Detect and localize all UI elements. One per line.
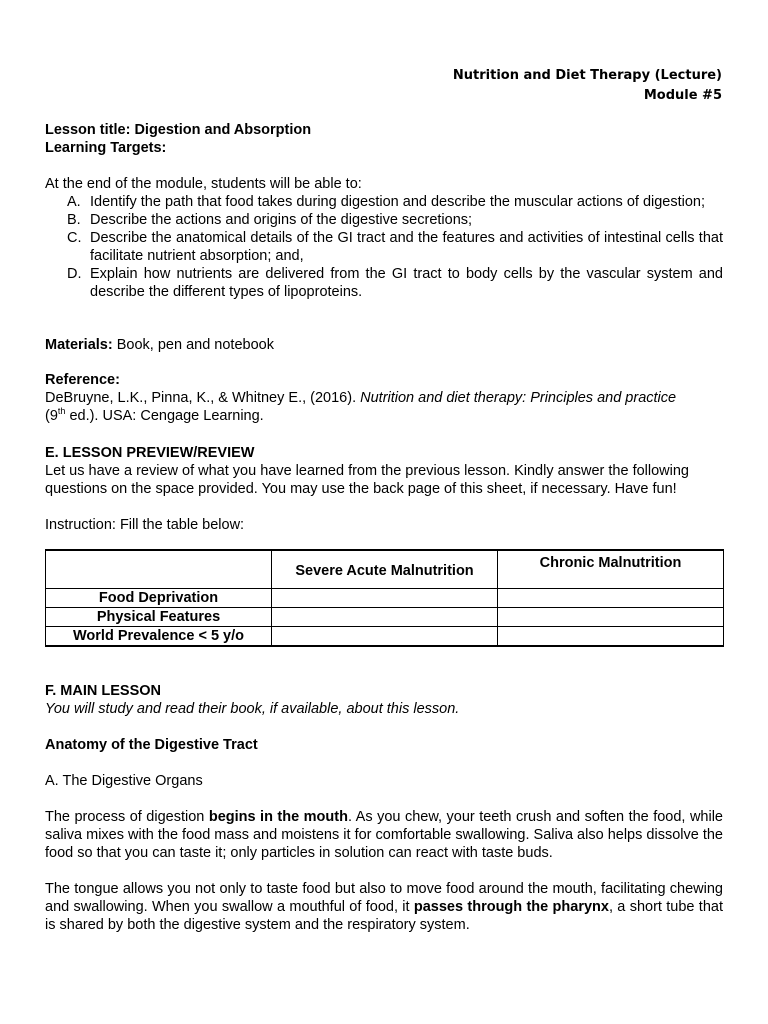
- column-header-severe: Severe Acute Malnutrition: [272, 550, 498, 588]
- table-header-row: [46, 550, 724, 588]
- row-label-world-prevalence: World Prevalence < 5 y/o: [46, 626, 272, 646]
- subsection-heading: A. The Digestive Organs: [45, 773, 203, 789]
- paragraph-text: The tongue allows you not only to taste food but also to move food around the mouth, facilitating chewing and swallowing. When you swallow a mouthful of food, it: [45, 881, 723, 915]
- table-cell[interactable]: [498, 626, 724, 646]
- reference-edition-sup: th: [57, 406, 66, 417]
- paragraph-emphasis: passes through the pharynx: [413, 899, 609, 915]
- table-row: [46, 607, 724, 626]
- reference-authors: DeBruyne, L.K., Pinna, K., & Whitney E., (2016).: [45, 390, 361, 406]
- row-label-physical-features: Physical Features: [46, 607, 272, 626]
- table-cell[interactable]: [498, 588, 724, 607]
- list-item: [45, 193, 723, 211]
- lesson-title-text: Digestion and Absorption: [134, 122, 312, 138]
- reference-book-title: Nutrition and diet therapy: Principles and practice: [360, 390, 677, 406]
- reference-citation: [45, 389, 723, 425]
- table-cell[interactable]: [498, 607, 724, 626]
- materials-text: Book, pen and notebook: [116, 337, 274, 353]
- list-item-text: Explain how nutrients are delivered from the GI tract to body cells by the vascular system and describe the different types of lipoproteins.: [90, 266, 723, 300]
- table-cell[interactable]: [272, 626, 498, 646]
- table-cell[interactable]: [272, 607, 498, 626]
- row-label-food-deprivation: Food Deprivation: [46, 588, 272, 607]
- materials-line: [45, 336, 274, 354]
- list-marker: C.: [67, 230, 82, 246]
- lesson-title: [45, 121, 311, 139]
- list-item-text: Identify the path that food takes during digestion and describe the muscular actions of digestion;: [90, 194, 706, 210]
- preview-text: Let us have a review of what you have learned from the previous lesson. Kindly answer the following questions on the space provided. You may use the back page of this sheet, if necessary. Have fun!: [45, 463, 689, 497]
- lesson-title-label: Lesson title:: [45, 122, 131, 138]
- table-cell[interactable]: [272, 588, 498, 607]
- malnutrition-table: [45, 549, 724, 647]
- learning-targets-list: [45, 193, 723, 301]
- table-corner-cell: [46, 550, 272, 588]
- paragraph-text: , a short tube that is shared by both the digestive system and the respiratory system.: [45, 899, 723, 933]
- list-item: [45, 211, 723, 229]
- list-marker: B.: [67, 212, 81, 228]
- paragraph-emphasis: begins in the mouth: [208, 809, 348, 825]
- paragraph-text: . As you chew, your teeth crush and soften the food, while saliva mixes with the food mass and moistens it for comfortable swallowing. Saliva also helps dissolve the food so that you can taste it; only particles in solution can react with taste buds.: [45, 809, 723, 861]
- table-instruction: Instruction: Fill the table below:: [45, 517, 245, 533]
- table-row: [46, 588, 724, 607]
- materials-label: Materials:: [45, 337, 113, 353]
- list-marker: D.: [67, 266, 82, 282]
- paragraph-tongue-pharynx: [45, 880, 723, 934]
- paragraph-digestion-mouth: [45, 808, 723, 862]
- list-marker: A.: [67, 194, 81, 210]
- main-lesson-heading: F. MAIN LESSON: [45, 683, 162, 699]
- targets-intro: At the end of the module, students will be able to:: [45, 176, 362, 192]
- list-item-text: Describe the anatomical details of the GI tract and the features and activities of intestinal cells that facilitate nutrient absorption; and,: [90, 230, 723, 264]
- list-item: [45, 229, 723, 265]
- preview-heading: E. LESSON PREVIEW/REVIEW: [45, 445, 255, 461]
- reference-edition-post: ed.). USA: Cengage Learning.: [65, 408, 264, 424]
- column-header-chronic: Chronic Malnutrition: [498, 550, 724, 588]
- list-item-text: Describe the actions and origins of the digestive secretions;: [90, 212, 473, 228]
- paragraph-text: The process of digestion: [45, 809, 209, 825]
- reference-label: Reference:: [45, 372, 120, 388]
- main-lesson-subtitle: You will study and read their book, if available, about this lesson.: [45, 701, 460, 717]
- section-heading: Anatomy of the Digestive Tract: [45, 737, 258, 753]
- document-header: [453, 66, 722, 106]
- learning-targets-heading: Learning Targets:: [45, 140, 167, 156]
- list-item: [45, 265, 723, 301]
- table-row: [46, 626, 724, 646]
- course-title: Nutrition and Diet Therapy (Lecture): [452, 68, 722, 83]
- reference-edition-pre: (9: [45, 408, 58, 424]
- module-number: Module #5: [643, 88, 722, 103]
